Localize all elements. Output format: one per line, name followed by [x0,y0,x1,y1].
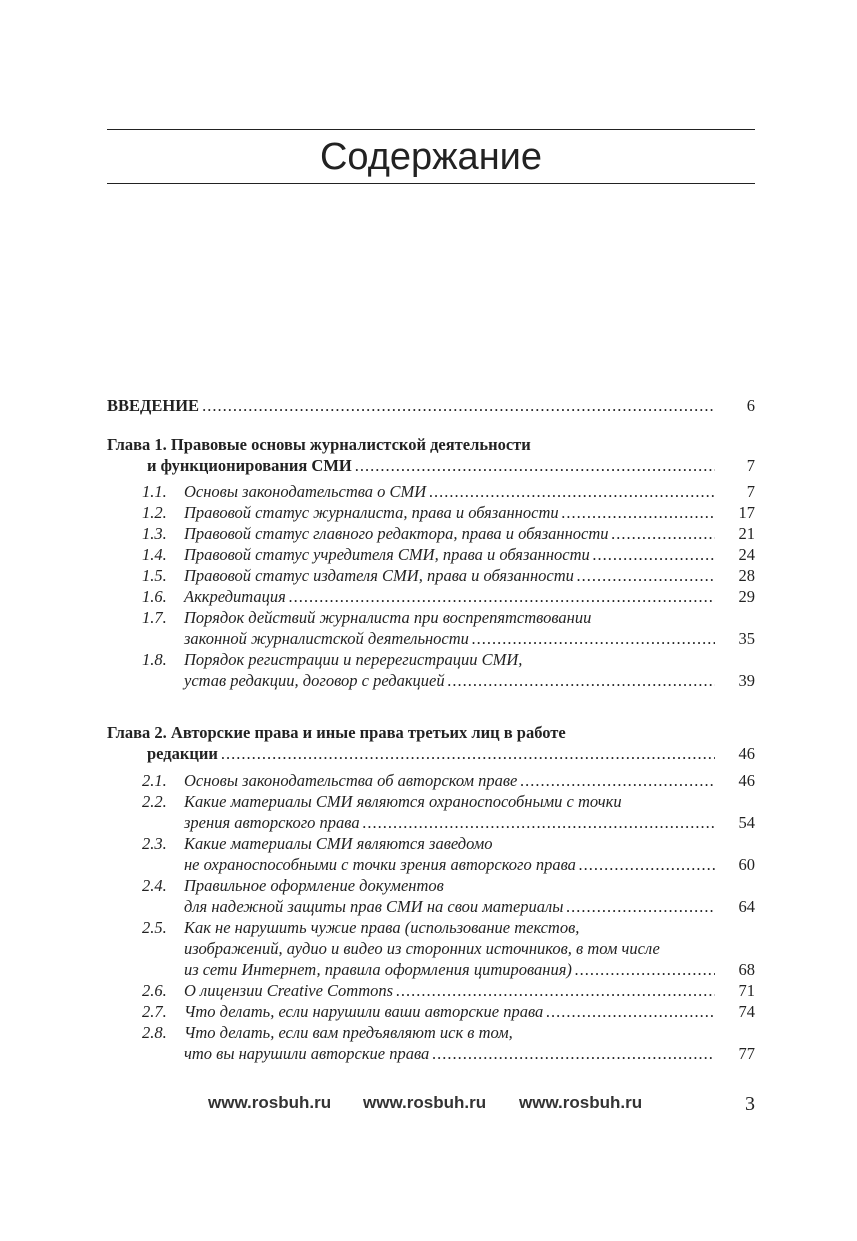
title-top-rule [107,129,755,130]
toc-page-number: 46 [738,771,755,790]
section-title: Правовой статус главного редактора, права и обязанности [184,524,609,543]
section-title: Правовой статус журналиста, права и обязанности [184,503,559,522]
section-title: Какие материалы СМИ являются охраноспособными с точки [184,792,622,811]
page-footer [0,1093,857,1117]
toc-chapter-1-line-2[interactable] [107,455,755,477]
page-title: Содержание [319,136,543,178]
toc-section-2-6[interactable] [107,980,755,1002]
section-number: 2.6. [142,981,167,1000]
leader-dots [355,455,715,477]
page-number: 3 [745,1093,755,1115]
section-title-cont: не охраноспособными с точки зрения авторского права [184,855,576,874]
section-number: 1.5. [142,566,167,585]
toc-section-1-6[interactable] [107,586,755,608]
leader-dots [575,959,715,981]
section-title: Как не нарушить чужие права (использование текстов, [184,918,580,937]
section-number: 1.2. [142,503,167,522]
toc-page-number: 39 [738,671,755,690]
toc-chapter-2-line-1[interactable] [107,722,755,744]
leader-dots [472,628,715,650]
toc-page-number: 17 [738,503,755,522]
section-number: 1.4. [142,545,167,564]
toc-page-number: 7 [746,482,755,501]
toc-section-2-5-cont-2[interactable] [107,959,755,981]
toc-page-number: 24 [738,545,755,564]
section-title-cont: изображений, аудио и видео из сторонних источников, в том числе [184,939,660,958]
toc-page-number: 60 [738,855,755,874]
toc-page-number: 29 [738,587,755,606]
leader-dots [546,1001,715,1023]
section-title: Порядок регистрации и перерегистрации СМИ, [184,650,523,669]
toc-section-2-2-cont[interactable] [107,812,755,834]
section-title: Правильное оформление документов [184,876,444,895]
toc-section-2-5-cont-1[interactable] [107,938,755,960]
section-number: 2.2. [142,792,167,811]
section-title: Основы законодательства о СМИ [184,482,427,501]
leader-dots [221,743,715,765]
toc-section-2-8-cont[interactable] [107,1043,755,1065]
section-number: 2.8. [142,1023,167,1042]
toc-page-number: 21 [738,524,755,543]
section-number: 1.8. [142,650,167,669]
section-number: 2.5. [142,918,167,937]
footer-website-link[interactable]: www.rosbuh.ru [519,1093,643,1112]
leader-dots [577,565,715,587]
section-title-cont: для надежной защиты прав СМИ на свои материалы [184,897,564,916]
leader-dots [202,395,715,417]
section-title: Правовой статус учредителя СМИ, права и обязанности [184,545,590,564]
leader-dots [593,544,715,566]
toc-page-number: 54 [738,813,755,832]
section-number: 1.1. [142,482,167,501]
section-number: 2.4. [142,876,167,895]
footer-website-link[interactable]: www.rosbuh.ru [363,1093,487,1112]
toc-page-number: 28 [738,566,755,585]
section-title-cont: из сети Интернет, правила оформления цитирования) [184,960,572,979]
toc-chapter-2-line-2[interactable] [107,743,755,765]
title-bottom-rule [107,183,755,184]
toc-section-1-7[interactable] [107,607,755,629]
toc-section-2-4-cont[interactable] [107,896,755,918]
section-title: Правовой статус издателя СМИ, права и обязанности [184,566,574,585]
chapter-2-title-cont: редакции [147,744,218,763]
section-title: Основы законодательства об авторском праве [184,771,518,790]
toc-section-2-1[interactable] [107,770,755,792]
leader-dots [562,502,715,524]
toc-section-1-2[interactable] [107,502,755,524]
section-title-cont: зрения авторского права [184,813,360,832]
section-title: Какие материалы СМИ являются заведомо [184,834,493,853]
leader-dots [289,586,715,608]
section-title: Что делать, если нарушили ваши авторские права [184,1002,544,1021]
toc-section-1-8[interactable] [107,649,755,671]
chapter-1-title: Глава 1. Правовые основы журналистской деятельности [107,435,531,454]
toc-page-number: 6 [746,396,755,415]
leader-dots [432,1043,715,1065]
leader-dots [612,523,715,545]
toc-page-number: 77 [738,1044,755,1063]
toc-page-number: 64 [738,897,755,916]
section-title-cont: устав редакции, договор с редакцией [184,671,445,690]
section-title-cont: законной журналистской деятельности [184,629,469,648]
section-number: 2.7. [142,1002,167,1021]
toc-page-number: 68 [738,960,755,979]
toc-section-2-4[interactable] [107,875,755,897]
section-title: Аккредитация [184,587,286,606]
section-number: 2.3. [142,834,167,853]
toc-section-2-7[interactable] [107,1001,755,1023]
footer-website-link[interactable]: www.rosbuh.ru [208,1093,332,1112]
toc-section-2-2[interactable] [107,791,755,813]
chapter-2-title: Глава 2. Авторские права и иные права третьих лиц в работе [107,723,566,742]
toc-section-1-3[interactable] [107,523,755,545]
toc-page-number: 71 [738,981,755,1000]
toc-section-1-1[interactable] [107,481,755,503]
toc-section-2-3-cont[interactable] [107,854,755,876]
leader-dots [566,896,715,918]
section-title: Что делать, если вам предъявляют иск в том, [184,1023,513,1042]
toc-section-2-8[interactable] [107,1022,755,1044]
leader-dots [520,770,715,792]
toc-section-1-7-cont[interactable] [107,628,755,650]
section-title-cont: что вы нарушили авторские права [184,1044,430,1063]
leader-dots [448,670,715,692]
toc-section-1-4[interactable] [107,544,755,566]
leader-dots [396,980,715,1002]
section-title: О лицензии Creative Commons [184,981,394,1000]
section-title: Порядок действий журналиста при воспрепятствовании [184,608,592,627]
toc-section-1-8-cont[interactable] [107,670,755,692]
toc-chapter-1-line-1[interactable] [107,434,755,456]
chapter-1-title-cont: и функционирования СМИ [147,456,352,475]
leader-dots [363,812,715,834]
toc-section-1-5[interactable] [107,565,755,587]
toc-entry-intro[interactable] [107,395,755,417]
toc-page-number: 7 [746,456,755,475]
toc-page-number: 35 [738,629,755,648]
toc-section-2-5[interactable] [107,917,755,939]
section-number: 1.7. [142,608,167,627]
leader-dots [579,854,715,876]
toc-page-number: 74 [738,1002,755,1021]
toc-section-2-3[interactable] [107,833,755,855]
section-number: 1.3. [142,524,167,543]
leader-dots [429,481,715,503]
section-number: 1.6. [142,587,167,606]
toc-page-number: 46 [738,744,755,763]
toc-intro-label: ВВЕДЕНИЕ [107,396,200,415]
section-number: 2.1. [142,771,167,790]
